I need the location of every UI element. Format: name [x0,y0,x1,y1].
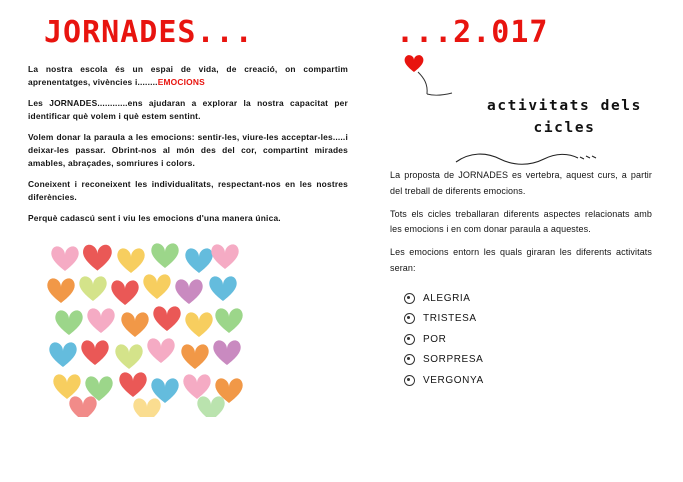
left-paragraph-1 [28,63,348,89]
right-subtitle: activitats dels cicles [487,98,642,136]
bullet-icon [404,313,415,324]
left-title: JORNADES... [44,15,254,50]
list-item [404,375,652,386]
emocions-highlight: EMOCIONS [157,77,205,88]
right-paragraph-2: Tots els cicles treballaran diferents aspectes relacionats amb les emocions i en com donar paraula a aquestes. [390,208,652,235]
list-item [404,354,652,365]
emotion-label: POR [423,333,447,345]
left-paragraph-5: Perquè cadascú sent i viu les emocions d'una manera única. [28,213,281,224]
emotion-label: TRISTESA [423,313,477,324]
left-paragraph-1-text: La nostra escola és un espai de vida, de creació, on compartim aprenentatges, vivències i........EMOCIONS [28,64,348,88]
bullet-icon [404,293,415,304]
squiggle-divider-icon [452,150,602,168]
bullet-icon [404,354,415,365]
emotion-label: VERGONYA [423,374,484,386]
bullet-icon [404,334,415,345]
emotion-label: SORPRESA [423,354,484,365]
emotions-list [390,293,652,386]
emotion-label: ALEGRIA [423,292,471,304]
bullet-icon [404,375,415,386]
list-item [404,313,652,324]
list-item [404,334,652,345]
left-column [28,8,348,233]
right-paragraph-1: La proposta de JORNADES es vertebra, aquest curs, a partir del treball de diferents emocions. [390,170,652,196]
right-title: ...2.017 [396,15,549,50]
watercolor-hearts-image [47,237,244,417]
right-column [388,8,656,49]
left-paragraph-3: Volem donar la paraula a les emocions: sentir-les, viure-les acceptar-les.....i deixar-les passar. Obrint-nos al món des del cor, compartint mirades amables, abraçades, somriures i colors. [28,132,348,169]
left-paragraph-2: Les JORNADES............ens ajudaran a explorar la nostra capacitat per identificar què volem i què estem sentint. [28,98,348,122]
list-item [404,293,652,304]
hearts-collage-svg [47,237,244,417]
right-body [390,168,652,395]
right-paragraph-3: Les emocions entorn les quals giraran les diferents activitats seran: [390,247,652,273]
left-paragraph-4: Coneixent i reconeixent les individualitats, respectant-nos en les nostres diferències. [28,179,348,203]
heart-decoration-icon [402,52,462,98]
